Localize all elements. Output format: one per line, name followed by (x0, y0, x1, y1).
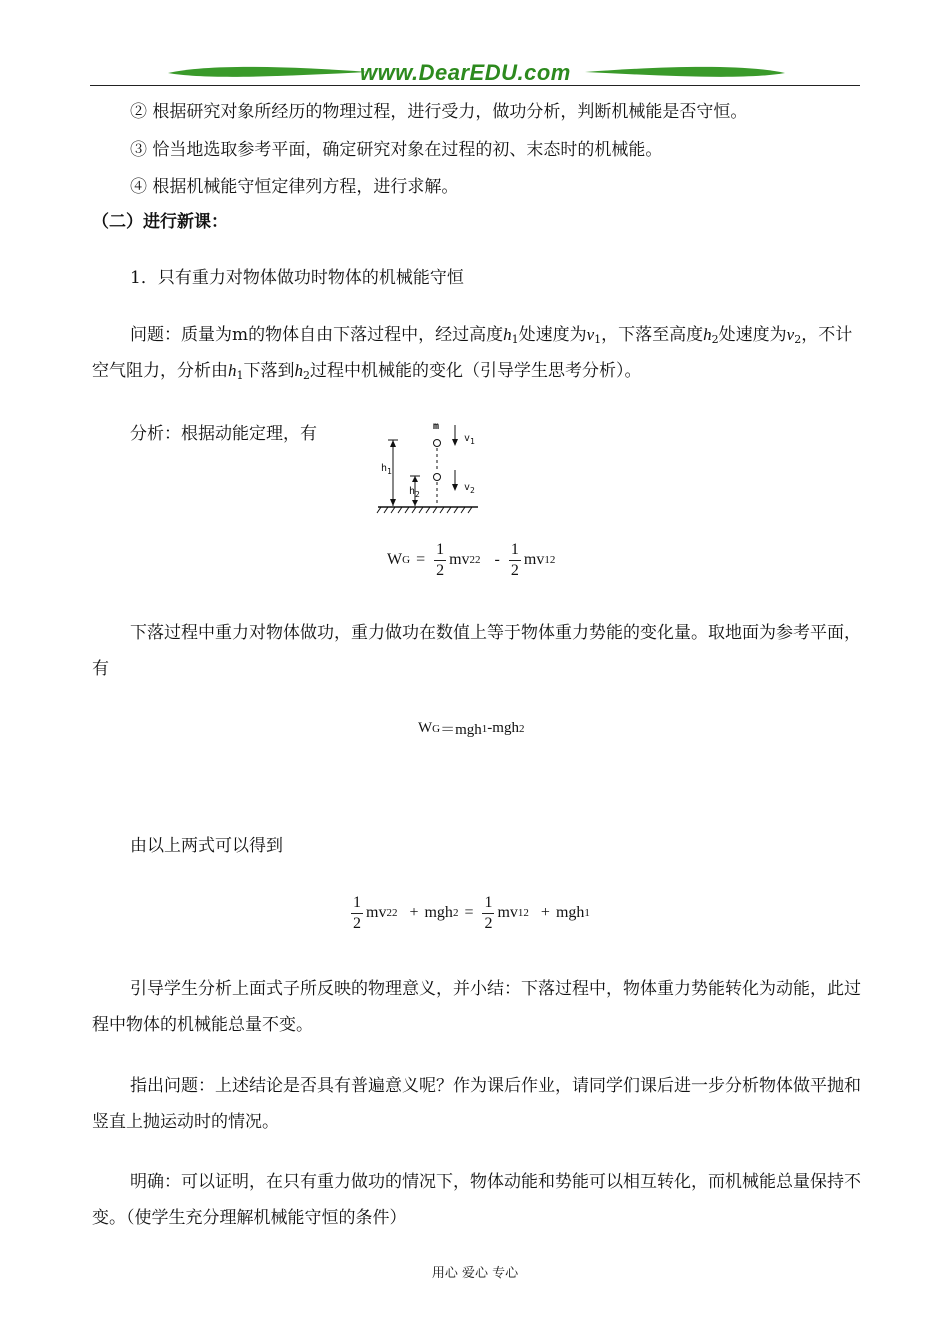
problem-paragraph: 问题：质量为m的物体自由下落过程中，经过高度$h_1$处速度为$v_1$，下落至高度$h_2$处速度为$v_2$，不计空气阻力，分析由$h_1$下落到$h_2$过程中机械能的变化（引导学生思考分析）。 (92, 325, 853, 382)
diagram-label-h2: $h_2$ (409, 486, 420, 499)
diagram-label-m: m (433, 421, 440, 432)
fraction: $\frac{1}{2}$ (353, 893, 361, 932)
fraction: $\frac{1}{2}$ (510, 540, 519, 579)
formula-gravity-work: W G ＝mgh 1 -mgh 2 (418, 720, 525, 738)
analysis-label: 分析：根据动能定理，有 (130, 424, 317, 444)
site-logo: www.DearEDU.com (360, 60, 571, 85)
diagram-label-h1: $h_1$ (381, 463, 392, 476)
step-4: ④ 根据机械能守恒定律列方程，进行求解。 (130, 177, 459, 197)
question-paragraph: 指出问题：上述结论是否具有普遍意义呢？作为课后作业，请同学们课后进一步分析物体做平抛和竖直上抛运动时的情况。 (92, 1076, 861, 1132)
guide-paragraph: 引导学生分析上面式子所反映的物理意义，并小结：下落过程中，物体重力势能转化为动能，此过程中物体的机械能总量不变。 (92, 979, 861, 1035)
subsection-heading: 1．只有重力对物体做功时物体的机械能守恒 (130, 268, 464, 288)
header-swoosh-left (168, 64, 368, 82)
clarify-paragraph: 明确：可以证明，在只有重力做功的情况下，物体动能和势能可以相互转化，而机械能总量保持不变。（使学生充分理解机械能守恒的条件） (92, 1172, 861, 1228)
header-rule (90, 85, 860, 86)
diagram-label-v2: $v_2$ (464, 482, 475, 495)
page-header (90, 58, 860, 92)
header-swoosh-right (585, 64, 785, 82)
combine-text: 由以上两式可以得到 (130, 836, 283, 856)
formula-energy-conservation: $\frac{1}{2}$ mv 2 2 + mgh 2 = $\frac{1}{2}$ mv 1 2 + mgh 1 (353, 893, 590, 932)
section-title: （二）进行新课： (92, 212, 228, 232)
fraction: $\frac{1}{2}$ (484, 893, 493, 932)
formula-work-energy: W G = $\frac{1}{2}$ mv 2 2 - $\frac{1}{2}$ mv 1 2 (387, 540, 556, 579)
step-2: ② 根据研究对象所经历的物理过程，进行受力，做功分析，判断机械能是否守恒。 (130, 102, 748, 122)
step-3: ③ 恰当地选取参考平面，确定研究对象在过程的初、末态时的机械能。 (130, 140, 663, 160)
fraction: $\frac{1}{2}$ (436, 540, 445, 579)
gravity-work-paragraph: 下落过程中重力对物体做功，重力做功在数值上等于物体重力势能的变化量。取地面为参考平面，有 (92, 623, 861, 679)
page-footer: 用心 爱心 专心 (431, 1266, 519, 1281)
diagram-label-v1: $v_1$ (464, 433, 475, 446)
